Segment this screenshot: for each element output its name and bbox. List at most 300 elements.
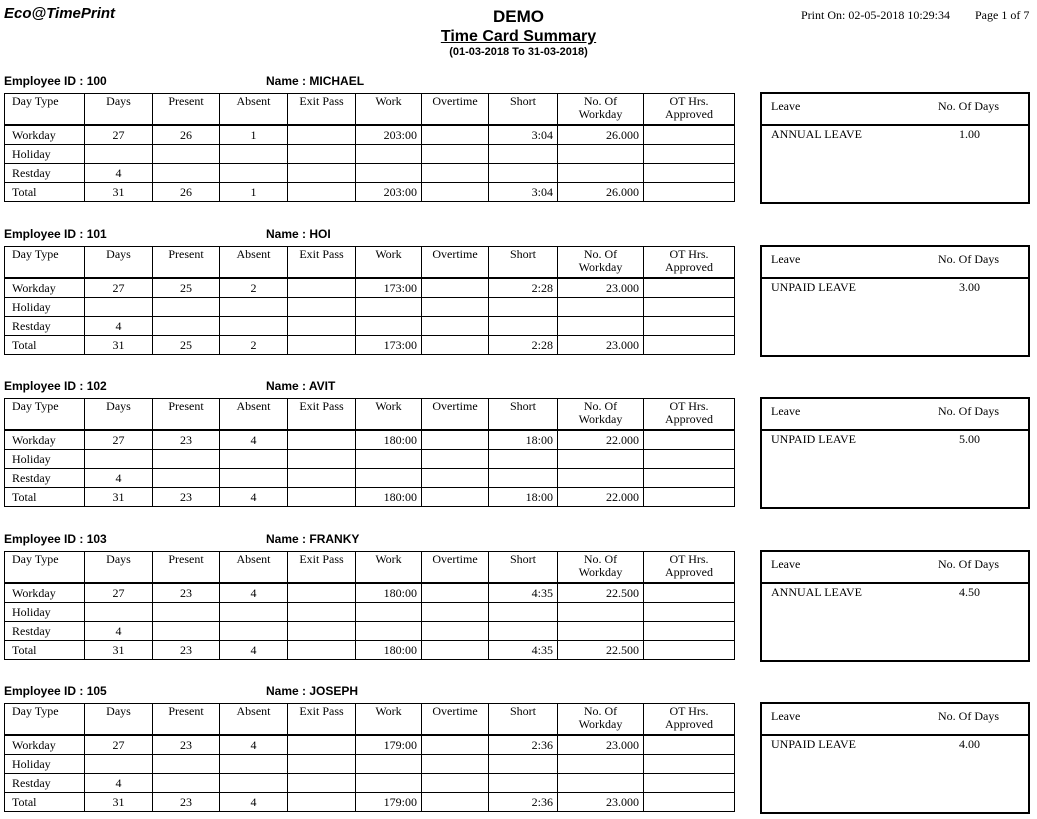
table-row (5, 298, 735, 317)
table-cell (85, 603, 153, 622)
leave-column-header: Leave (771, 99, 801, 113)
table-cell (288, 735, 356, 755)
employee-name-line (266, 379, 335, 393)
table-cell (422, 336, 489, 355)
column-header (644, 552, 735, 584)
table-row (5, 641, 735, 660)
column-header: Exit Pass (288, 247, 356, 279)
table-cell (422, 430, 489, 450)
time-card-table (4, 703, 735, 812)
table-cell: 4 (85, 164, 153, 183)
table-cell (558, 603, 644, 622)
column-header-line: Approved (665, 260, 713, 274)
table-cell (644, 755, 735, 774)
table-cell (288, 450, 356, 469)
column-header: Work (356, 704, 422, 736)
column-header-line: OT Hrs. (669, 552, 709, 566)
table-cell: 26 (153, 183, 220, 202)
table-cell (288, 583, 356, 603)
column-header-line: No. Of (583, 552, 618, 566)
table-row (5, 755, 735, 774)
table-cell (356, 469, 422, 488)
column-header: Present (153, 94, 220, 126)
table-cell (288, 145, 356, 164)
leave-type: UNPAID LEAVE (771, 737, 857, 751)
table-cell: 27 (85, 278, 153, 298)
table-cell: 4 (220, 488, 288, 507)
employee-id-label: Employee ID : (4, 684, 84, 698)
employee-id-value: 103 (86, 532, 107, 546)
employee-id-label: Employee ID : (4, 532, 84, 546)
table-row (5, 164, 735, 183)
column-header: Days (85, 399, 153, 431)
brand-logo-text: Eco@TimePrint (4, 5, 116, 22)
table-cell (422, 488, 489, 507)
time-card-table (4, 93, 735, 202)
table-cell: 31 (85, 488, 153, 507)
table-cell: 4:35 (489, 583, 558, 603)
column-header-line: Approved (665, 565, 713, 579)
column-header: Days (85, 247, 153, 279)
leave-row (762, 431, 1028, 449)
table-cell: 173:00 (356, 278, 422, 298)
column-header: Day Type (5, 399, 85, 431)
table-cell: Holiday (5, 755, 85, 774)
table-cell (644, 430, 735, 450)
leave-column-header: Leave (771, 252, 801, 266)
table-cell: Restday (5, 622, 85, 641)
table-cell (644, 125, 735, 145)
employee-id-value: 100 (86, 74, 107, 88)
table-row (5, 336, 735, 355)
table-cell (422, 641, 489, 660)
column-header (558, 552, 644, 584)
table-cell: 22.000 (558, 488, 644, 507)
table-cell: 22.500 (558, 583, 644, 603)
table-row (5, 145, 735, 164)
table-cell: 27 (85, 430, 153, 450)
table-cell (356, 145, 422, 164)
employee-name-line (266, 532, 359, 546)
leave-days-column-header: No. Of Days (938, 557, 999, 571)
table-cell (422, 793, 489, 812)
table-cell: 4 (220, 641, 288, 660)
column-header-line: No. Of (583, 94, 618, 108)
column-header (558, 399, 644, 431)
column-header-line: No. Of (583, 399, 618, 413)
employee-id-value: 105 (86, 684, 107, 698)
employee-name-value: MICHAEL (309, 74, 365, 88)
table-cell: 2:36 (489, 735, 558, 755)
column-header (644, 94, 735, 126)
table-cell (356, 622, 422, 641)
table-cell (153, 317, 220, 336)
table-cell: 1 (220, 183, 288, 202)
leave-days: 5.00 (959, 432, 980, 446)
table-cell: 203:00 (356, 183, 422, 202)
column-header-line: Workday (578, 412, 623, 426)
table-cell (356, 774, 422, 793)
column-header: Days (85, 704, 153, 736)
table-row (5, 183, 735, 202)
table-cell (422, 125, 489, 145)
column-header (644, 399, 735, 431)
employee-name-label: Name : (266, 379, 307, 393)
table-cell: 179:00 (356, 735, 422, 755)
table-cell (220, 298, 288, 317)
table-row (5, 125, 735, 145)
table-cell: 2:28 (489, 336, 558, 355)
table-row (5, 488, 735, 507)
table-cell (422, 183, 489, 202)
employee-name-label: Name : (266, 74, 307, 88)
table-cell (422, 622, 489, 641)
leave-header (762, 552, 1028, 584)
table-cell (644, 488, 735, 507)
leave-summary-box (760, 550, 1030, 662)
employee-name-value: JOSEPH (309, 684, 359, 698)
table-cell: 4 (85, 317, 153, 336)
leave-type: ANNUAL LEAVE (771, 585, 862, 599)
table-cell (422, 583, 489, 603)
table-cell (153, 164, 220, 183)
table-row (5, 583, 735, 603)
table-cell (220, 469, 288, 488)
column-header: Exit Pass (288, 399, 356, 431)
table-cell: 180:00 (356, 488, 422, 507)
column-header-line: No. Of (583, 704, 618, 718)
table-cell: 25 (153, 278, 220, 298)
table-cell: 3:04 (489, 125, 558, 145)
table-cell: 1 (220, 125, 288, 145)
table-row (5, 430, 735, 450)
table-cell (422, 317, 489, 336)
table-cell (153, 450, 220, 469)
column-header: Overtime (422, 247, 489, 279)
table-cell (153, 774, 220, 793)
table-cell: 23 (153, 583, 220, 603)
table-cell (422, 469, 489, 488)
table-cell (85, 755, 153, 774)
column-header-line: OT Hrs. (669, 704, 709, 718)
employee-id-line (4, 684, 107, 698)
table-cell: Total (5, 641, 85, 660)
table-cell (558, 450, 644, 469)
table-cell (644, 622, 735, 641)
column-header-line: Workday (578, 260, 623, 274)
table-cell (220, 145, 288, 164)
table-cell: 26.000 (558, 183, 644, 202)
report-title-text: Time Card Summary (440, 28, 597, 45)
table-cell: 3:04 (489, 183, 558, 202)
table-cell: 27 (85, 125, 153, 145)
table-cell (489, 317, 558, 336)
column-header: Work (356, 94, 422, 126)
table-cell (489, 622, 558, 641)
time-card-table (4, 246, 735, 355)
employee-name-label: Name : (266, 227, 307, 241)
table-cell: 27 (85, 735, 153, 755)
column-header: Short (489, 94, 558, 126)
table-cell (558, 164, 644, 183)
table-cell: 31 (85, 336, 153, 355)
table-cell: 2:36 (489, 793, 558, 812)
table-header-row (5, 247, 735, 279)
column-header: Present (153, 247, 220, 279)
employee-id-label: Employee ID : (4, 379, 84, 393)
table-cell: 25 (153, 336, 220, 355)
table-cell: Total (5, 336, 85, 355)
table-cell (558, 622, 644, 641)
print-timestamp: Print On: 02-05-2018 10:29:34 (801, 8, 950, 22)
table-cell: Holiday (5, 145, 85, 164)
employee-id-line (4, 532, 107, 546)
leave-days: 4.50 (959, 585, 980, 599)
table-cell (220, 774, 288, 793)
table-cell: Workday (5, 125, 85, 145)
table-cell (356, 603, 422, 622)
table-cell (220, 317, 288, 336)
column-header: Work (356, 552, 422, 584)
table-cell: Total (5, 183, 85, 202)
report-period: (01-03-2018 To 31-03-2018) (449, 46, 588, 58)
column-header: Present (153, 399, 220, 431)
column-header (644, 247, 735, 279)
table-cell: 31 (85, 793, 153, 812)
report-title (0, 28, 1037, 46)
table-cell (489, 469, 558, 488)
table-cell (153, 469, 220, 488)
table-cell (288, 641, 356, 660)
table-cell (220, 164, 288, 183)
table-cell (288, 755, 356, 774)
column-header: Overtime (422, 704, 489, 736)
column-header: Absent (220, 552, 288, 584)
table-cell (153, 755, 220, 774)
table-cell: 180:00 (356, 641, 422, 660)
table-cell (558, 755, 644, 774)
leave-days-column-header: No. Of Days (938, 252, 999, 266)
employee-id-label: Employee ID : (4, 74, 84, 88)
table-cell (288, 622, 356, 641)
table-row (5, 317, 735, 336)
table-cell: 173:00 (356, 336, 422, 355)
table-cell (489, 774, 558, 793)
table-cell: 23 (153, 430, 220, 450)
column-header-line: Workday (578, 717, 623, 731)
leave-days-column-header: No. Of Days (938, 404, 999, 418)
table-cell: 4 (220, 793, 288, 812)
table-cell: 23 (153, 641, 220, 660)
table-header-row (5, 552, 735, 584)
table-cell (356, 164, 422, 183)
table-cell: 2 (220, 278, 288, 298)
leave-days-column-header: No. Of Days (938, 709, 999, 723)
table-header-row (5, 399, 735, 431)
table-cell (220, 622, 288, 641)
column-header-line: Workday (578, 565, 623, 579)
table-cell (220, 450, 288, 469)
table-cell (558, 774, 644, 793)
table-cell (644, 774, 735, 793)
table-row (5, 603, 735, 622)
employee-name-value: FRANKY (309, 532, 360, 546)
table-cell: 31 (85, 641, 153, 660)
table-cell (644, 793, 735, 812)
table-cell (153, 145, 220, 164)
leave-type: UNPAID LEAVE (771, 432, 857, 446)
table-cell (422, 450, 489, 469)
leave-summary-box (760, 92, 1030, 204)
table-cell (422, 278, 489, 298)
column-header: Day Type (5, 247, 85, 279)
table-cell: Restday (5, 317, 85, 336)
leave-days: 4.00 (959, 737, 980, 751)
table-cell: Holiday (5, 603, 85, 622)
column-header-line: Approved (665, 107, 713, 121)
column-header: Work (356, 399, 422, 431)
table-row (5, 278, 735, 298)
employee-name-value: HOI (309, 227, 331, 241)
table-cell: 180:00 (356, 430, 422, 450)
column-header: Present (153, 552, 220, 584)
table-cell (288, 430, 356, 450)
leave-summary-box (760, 702, 1030, 814)
employee-id-line (4, 379, 107, 393)
table-cell (644, 317, 735, 336)
column-header: Absent (220, 704, 288, 736)
column-header: Short (489, 704, 558, 736)
leave-row (762, 126, 1028, 144)
leave-header (762, 704, 1028, 736)
table-cell (288, 793, 356, 812)
column-header-line: Approved (665, 412, 713, 426)
leave-column-header: Leave (771, 404, 801, 418)
table-cell (422, 164, 489, 183)
table-cell (356, 317, 422, 336)
table-cell (288, 125, 356, 145)
employee-id-value: 101 (86, 227, 107, 241)
leave-header (762, 247, 1028, 279)
table-cell: 31 (85, 183, 153, 202)
column-header: Short (489, 247, 558, 279)
table-cell (489, 450, 558, 469)
table-cell: 26.000 (558, 125, 644, 145)
table-cell: 179:00 (356, 793, 422, 812)
table-cell (489, 755, 558, 774)
column-header: Overtime (422, 399, 489, 431)
table-cell (220, 755, 288, 774)
table-cell (288, 298, 356, 317)
employee-name-line (266, 684, 358, 698)
table-cell (85, 450, 153, 469)
table-cell: 23 (153, 488, 220, 507)
table-cell (356, 755, 422, 774)
column-header (558, 704, 644, 736)
column-header-line: No. Of (583, 247, 618, 261)
table-cell (644, 145, 735, 164)
table-cell (422, 603, 489, 622)
table-cell (288, 317, 356, 336)
table-row (5, 793, 735, 812)
table-cell: 18:00 (489, 430, 558, 450)
table-cell (644, 164, 735, 183)
column-header: Work (356, 247, 422, 279)
table-cell (644, 336, 735, 355)
table-cell (422, 145, 489, 164)
table-cell (644, 278, 735, 298)
column-header-line: OT Hrs. (669, 399, 709, 413)
table-cell (288, 183, 356, 202)
table-row (5, 469, 735, 488)
table-cell (644, 641, 735, 660)
table-cell (220, 603, 288, 622)
leave-summary-box (760, 245, 1030, 357)
table-cell (288, 336, 356, 355)
table-cell: 23.000 (558, 336, 644, 355)
time-card-table (4, 398, 735, 507)
column-header: Absent (220, 247, 288, 279)
table-cell (422, 774, 489, 793)
leave-row (762, 736, 1028, 754)
column-header-line: OT Hrs. (669, 94, 709, 108)
table-cell (153, 603, 220, 622)
table-cell: 4 (220, 583, 288, 603)
table-cell (489, 603, 558, 622)
table-cell (489, 164, 558, 183)
table-cell (644, 183, 735, 202)
table-cell (644, 735, 735, 755)
table-cell: 23.000 (558, 735, 644, 755)
table-cell (288, 278, 356, 298)
column-header: Day Type (5, 94, 85, 126)
leave-days: 3.00 (959, 280, 980, 294)
table-cell (558, 298, 644, 317)
table-cell (644, 603, 735, 622)
table-cell (422, 755, 489, 774)
employee-name-value: AVIT (308, 379, 336, 393)
table-row (5, 735, 735, 755)
column-header-line: Approved (665, 717, 713, 731)
table-cell: 2:28 (489, 278, 558, 298)
leave-days: 1.00 (959, 127, 980, 141)
column-header: Present (153, 704, 220, 736)
column-header: Absent (220, 399, 288, 431)
table-cell: 23 (153, 793, 220, 812)
column-header: Exit Pass (288, 94, 356, 126)
leave-column-header: Leave (771, 709, 801, 723)
leave-header (762, 399, 1028, 431)
table-cell: Workday (5, 583, 85, 603)
column-header (558, 94, 644, 126)
table-cell (356, 450, 422, 469)
table-cell: 4:35 (489, 641, 558, 660)
leave-type: ANNUAL LEAVE (771, 127, 862, 141)
table-cell (153, 298, 220, 317)
table-cell: 4 (85, 774, 153, 793)
table-cell (422, 298, 489, 317)
column-header: Exit Pass (288, 704, 356, 736)
column-header: Exit Pass (288, 552, 356, 584)
table-row (5, 622, 735, 641)
table-cell (644, 450, 735, 469)
table-cell: 2 (220, 336, 288, 355)
table-cell: Holiday (5, 298, 85, 317)
table-cell: 23.000 (558, 793, 644, 812)
leave-days-column-header: No. Of Days (938, 99, 999, 113)
leave-header (762, 94, 1028, 126)
table-cell: 4 (220, 735, 288, 755)
